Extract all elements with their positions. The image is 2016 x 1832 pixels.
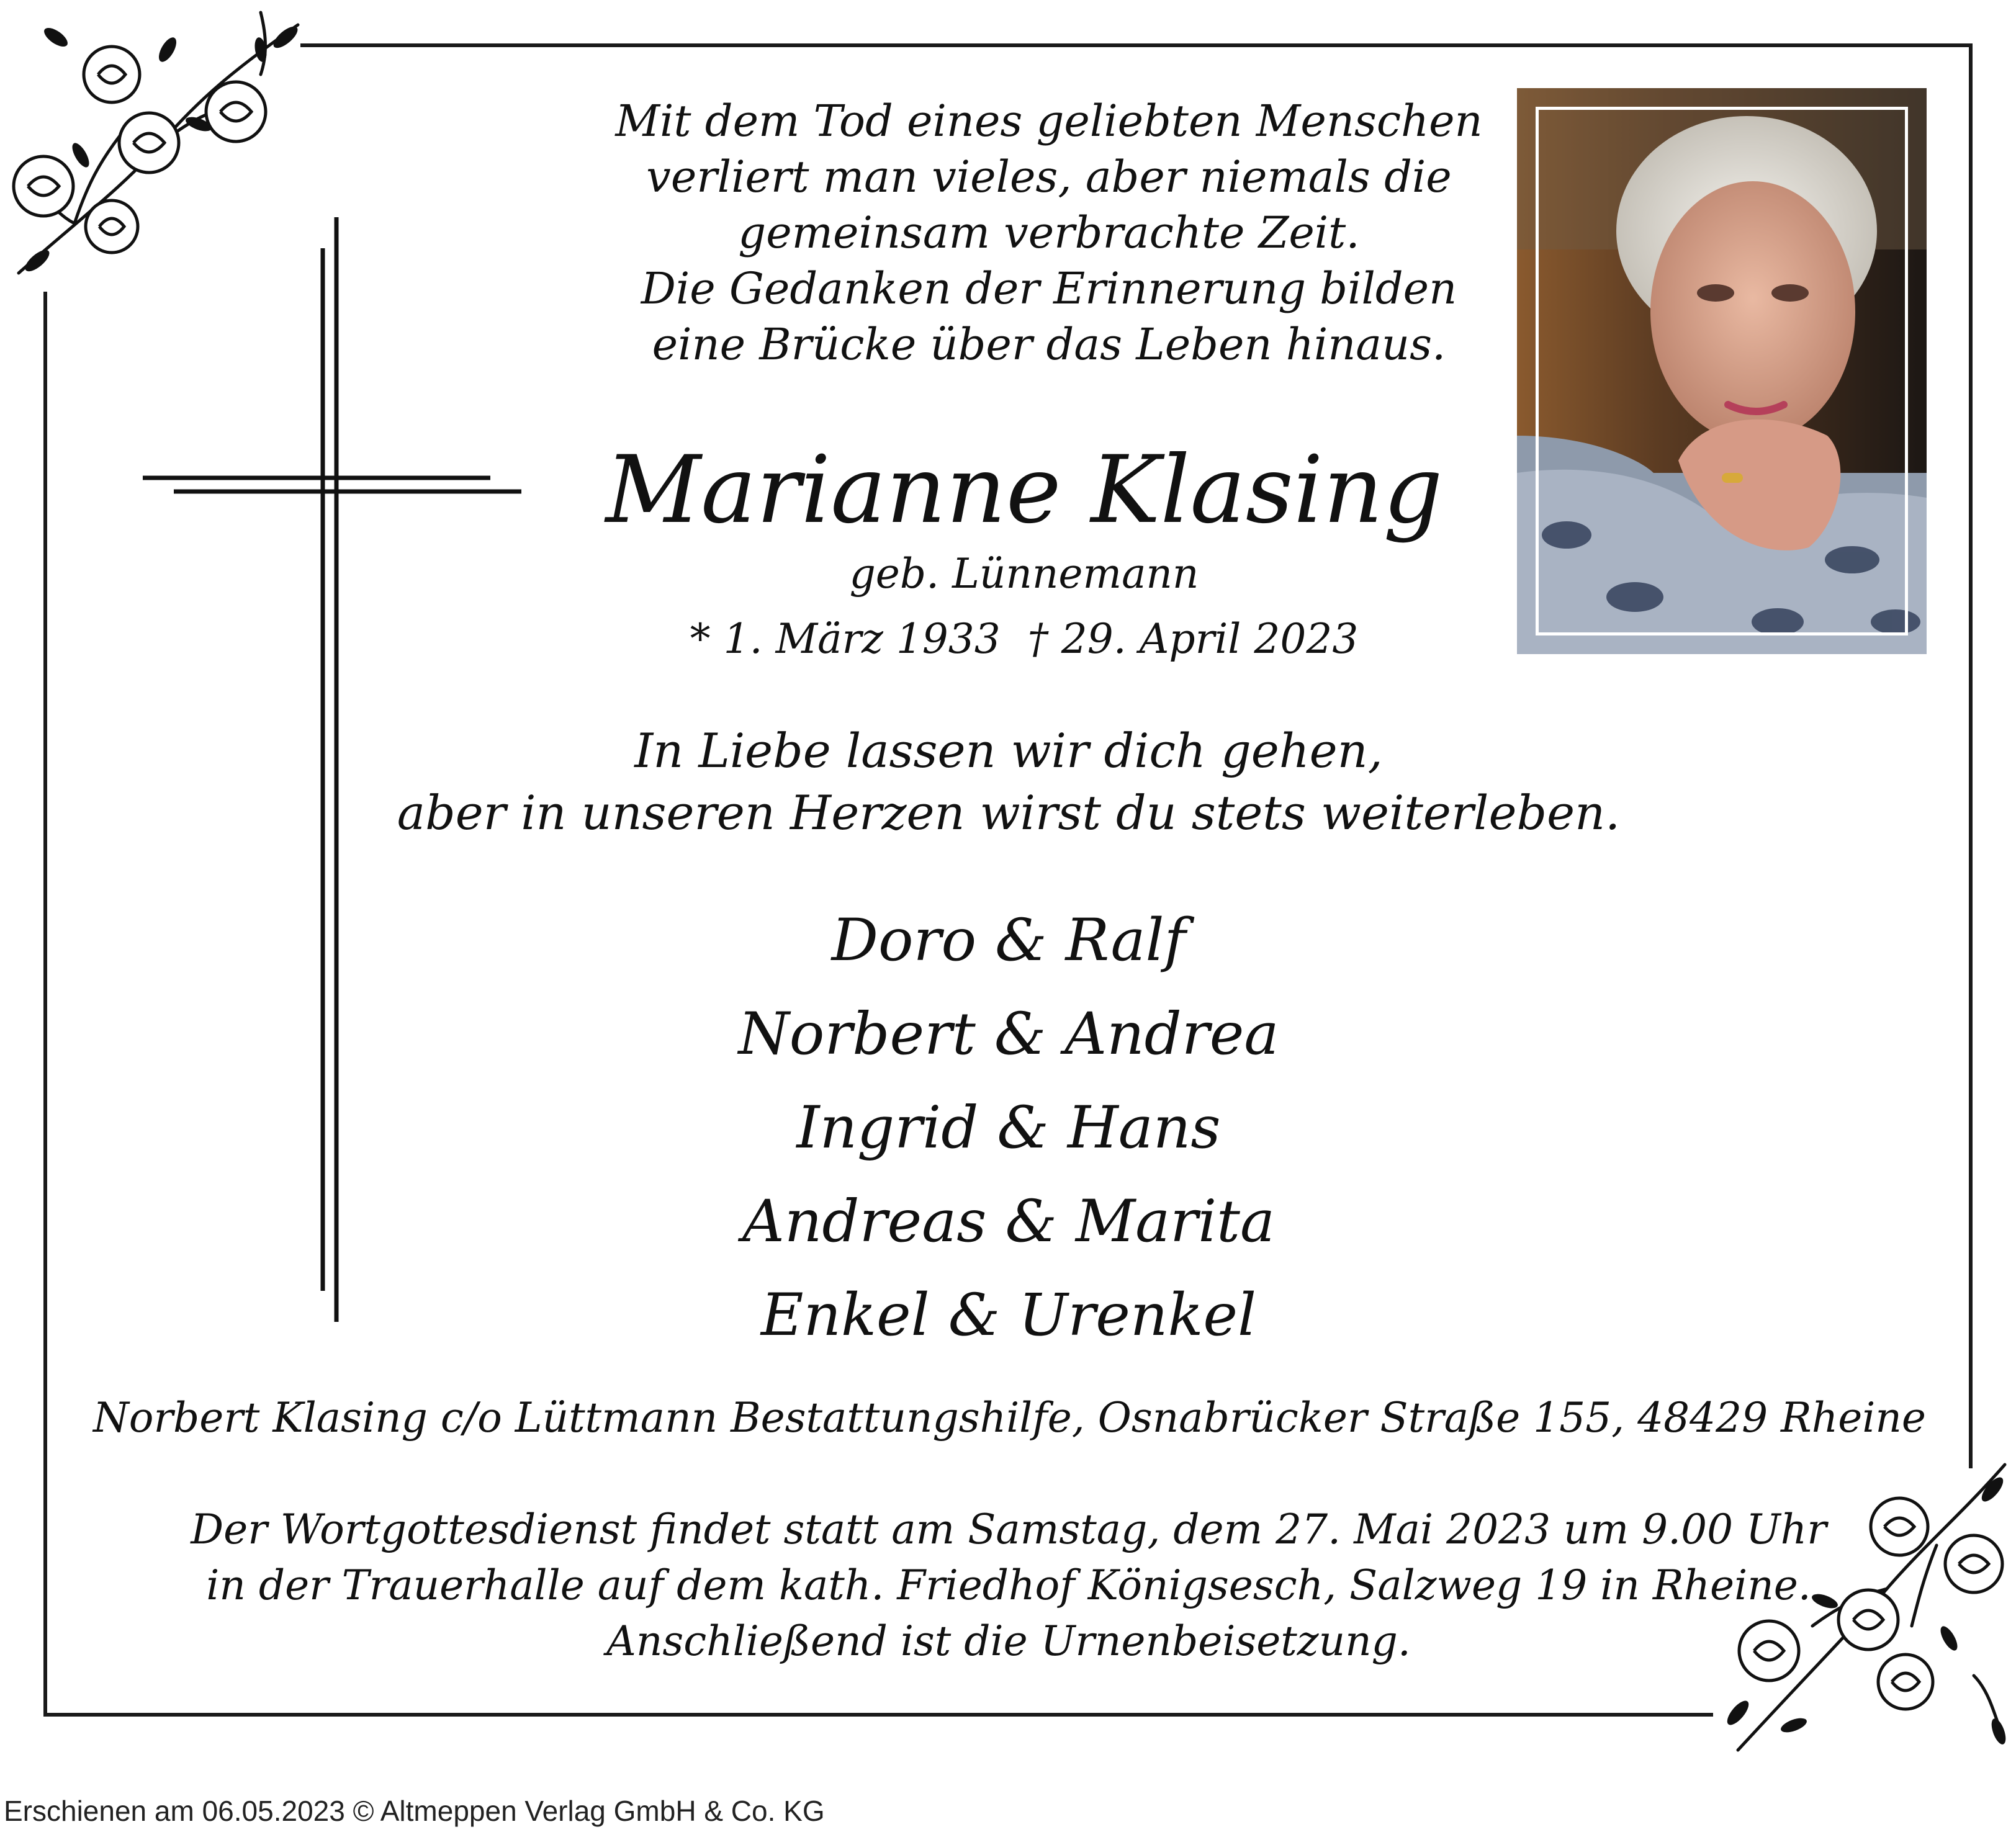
maiden-name: geb. Lünnemann	[849, 550, 1199, 598]
mourner: Andreas & Marita	[742, 1188, 1275, 1255]
poem-line: verliert man vieles, aber niemals die	[646, 151, 1452, 202]
life-dates	[559, 611, 1490, 667]
poem-line: eine Brücke über das Leben hinaus.	[652, 319, 1446, 370]
mourner: Norbert & Andrea	[738, 1000, 1279, 1068]
poem-line: Mit dem Tod eines geliebten Menschen	[615, 96, 1483, 146]
service-line: in der Trauerhalle auf dem kath. Friedhof Königsesch, Salzweg 19 in Rheine.	[206, 1561, 1811, 1609]
birth-date: * 1. März 1933	[690, 615, 1001, 663]
frame-top-border	[300, 43, 1973, 47]
poem-line: Die Gedanken der Erinnerung bilden	[641, 263, 1457, 314]
portrait-photo	[1517, 88, 1927, 654]
mourner: Enkel & Urenkel	[760, 1282, 1257, 1349]
quote-line: In Liebe lassen wir dich gehen,	[634, 723, 1383, 778]
poem	[583, 93, 1514, 372]
quote-line: aber in unseren Herzen wirst du stets weiterleben.	[397, 785, 1621, 840]
death-date: † 29. April 2023	[1027, 615, 1359, 663]
publication-footer: Erschienen am 06.05.2023 © Altmeppen Verlag GmbH & Co. KG	[4, 1795, 825, 1827]
frame-left-border	[43, 292, 47, 1717]
deceased-name: Marianne Klasing	[605, 436, 1443, 544]
mourner: Ingrid & Hans	[796, 1094, 1221, 1162]
frame-right-border	[1969, 43, 1973, 1468]
service-info	[186, 1502, 1831, 1669]
mourners-list	[559, 894, 1459, 1362]
contact-address: Norbert Klasing c/o Lüttmann Bestattungshilfe, Osnabrücker Straße 155, 48429 Rheine	[93, 1394, 1926, 1442]
mourner: Doro & Ralf	[831, 907, 1186, 974]
farewell-quote	[372, 720, 1645, 844]
frame-bottom-border	[43, 1713, 1713, 1717]
photo-inner-frame	[1536, 107, 1908, 635]
service-line: Der Wortgottesdienst findet statt am Samstag, dem 27. Mai 2023 um 9.00 Uhr	[191, 1506, 1827, 1553]
poem-line: gemeinsam verbrachte Zeit.	[738, 207, 1360, 258]
service-line: Anschließend ist die Urnenbeisetzung.	[606, 1617, 1411, 1665]
